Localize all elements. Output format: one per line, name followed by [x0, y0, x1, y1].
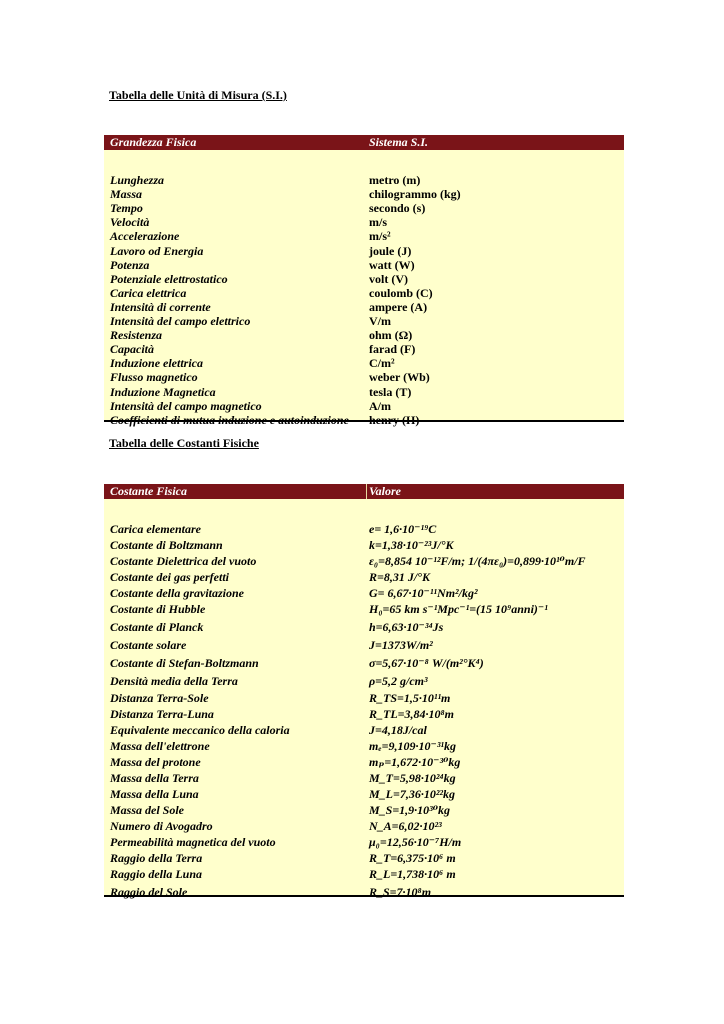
constant-name: Distanza Terra-Luna — [110, 707, 214, 721]
units-header-col2: Sistema S.I. — [369, 135, 429, 149]
quantity-name: Coefficienti di mutua induzione e autoinduzione — [110, 412, 349, 427]
constant-value: ε₀=8,854 10⁻¹²F/m; 1/(4πε₀)=0,899·10¹⁰m/F — [369, 554, 586, 568]
constant-name: Costante di Stefan-Boltzmann — [110, 656, 259, 670]
quantity-name: Lavoro od Energia — [110, 243, 204, 258]
quantity-name: Carica elettrica — [110, 285, 187, 300]
constant-row — [104, 885, 624, 901]
si-unit: secondo (s) — [369, 201, 426, 216]
constant-value: R_L=1,738·10⁶ m — [369, 867, 456, 881]
units-row — [104, 356, 624, 370]
constant-value: σ=5,67·10⁻⁸ W/(m²°K⁴) — [369, 656, 484, 670]
constant-row — [104, 867, 624, 883]
units-row — [104, 328, 624, 342]
units-table-title: Tabella delle Unità di Misura (S.I.) — [109, 88, 287, 102]
constant-name: Massa della Luna — [110, 787, 199, 801]
constants-table — [104, 484, 624, 897]
constant-name: Massa del Sole — [110, 803, 185, 817]
constant-name: Massa del protone — [110, 755, 201, 769]
si-unit: metro (m) — [369, 173, 421, 187]
constant-name: Costante solare — [110, 638, 187, 652]
constant-value: R_S=7·10⁸m — [369, 885, 432, 899]
constant-value: mₚ=1,672·10⁻³⁰kg — [369, 755, 461, 769]
si-unit: weber (Wb) — [369, 370, 430, 385]
constant-value: R=8,31 J/°K — [369, 570, 430, 584]
quantity-name: Flusso magnetico — [110, 370, 198, 385]
constant-name: Raggio del Sole — [110, 885, 188, 899]
constant-row — [104, 707, 624, 723]
si-unit: tesla (T) — [369, 384, 412, 399]
units-row — [104, 286, 624, 300]
constant-row — [104, 803, 624, 819]
constant-name: Costante dei gas perfetti — [110, 570, 229, 584]
si-unit: ampere (A) — [369, 299, 428, 314]
constants-table-title: Tabella delle Costanti Fisiche — [109, 436, 259, 450]
units-row — [104, 342, 624, 356]
units-table-header — [104, 135, 624, 150]
si-unit: watt (W) — [369, 257, 415, 272]
units-row — [104, 173, 624, 187]
constant-value: M_L=7,36·10²²kg — [369, 787, 456, 801]
constant-value: H₀=65 km s⁻¹Mpc⁻¹=(15 10⁹anni)⁻¹ — [369, 602, 548, 616]
quantity-name: Velocità — [110, 215, 150, 230]
quantity-name: Resistenza — [110, 328, 163, 343]
quantity-name: Intensità del campo magnetico — [110, 398, 262, 413]
si-unit: m/s² — [369, 229, 391, 244]
constant-row — [104, 602, 624, 618]
si-unit: coulomb (C) — [369, 285, 433, 300]
constant-value: R_TS=1,5·10¹¹m — [369, 691, 451, 705]
quantity-name: Tempo — [110, 201, 143, 216]
constant-row — [104, 638, 624, 654]
constant-value: h=6,63·10⁻³⁴Js — [369, 620, 444, 634]
units-row — [104, 370, 624, 384]
constant-value: k=1,38·10⁻²³J/°K — [369, 538, 454, 552]
units-table-body — [104, 150, 624, 427]
quantity-name: Induzione Magnetica — [110, 384, 216, 399]
constant-name: Massa dell'elettrone — [110, 739, 210, 753]
units-row — [104, 187, 624, 201]
constant-name: Densità media della Terra — [110, 674, 238, 688]
units-table — [104, 135, 624, 427]
constant-row — [104, 522, 624, 538]
units-row — [104, 399, 624, 413]
constants-header-col1: Costante Fisica — [110, 484, 188, 498]
constant-row — [104, 620, 624, 636]
units-row — [104, 258, 624, 272]
constant-row — [104, 538, 624, 554]
constant-value: M_S=1,9·10³⁰kg — [369, 803, 451, 817]
constant-value: e= 1,6·10⁻¹⁹C — [369, 522, 437, 536]
constant-row — [104, 819, 624, 835]
constants-table-body — [104, 499, 624, 897]
constant-row — [104, 674, 624, 690]
si-unit: ohm (Ω) — [369, 328, 413, 343]
si-unit: A/m — [369, 398, 391, 413]
quantity-name: Intensità del campo elettrico — [110, 314, 251, 328]
units-row — [104, 215, 624, 229]
constant-value: mₑ=9,109·10⁻³¹kg — [369, 739, 457, 753]
constant-value: G= 6,67·10⁻¹¹Nm²/kg² — [369, 586, 478, 600]
quantity-name: Intensità di corrente — [110, 299, 211, 314]
constants-table-header — [104, 484, 624, 499]
si-unit: chilogrammo (kg) — [369, 187, 461, 202]
constant-name: Costante Dielettrica del vuoto — [110, 554, 257, 568]
constant-value: μ₀=12,56·10⁻⁷H/m — [369, 835, 462, 849]
constant-name: Carica elementare — [110, 522, 201, 536]
constant-row — [104, 586, 624, 602]
constant-row — [104, 835, 624, 851]
constant-row — [104, 739, 624, 755]
constant-name: Numero di Avogadro — [110, 819, 213, 833]
quantity-name: Potenziale elettrostatico — [110, 271, 228, 286]
units-row — [104, 413, 624, 427]
units-row — [104, 229, 624, 243]
constant-row — [104, 787, 624, 803]
quantity-name: Lunghezza — [110, 173, 165, 187]
constant-name: Equivalente meccanico della caloria — [110, 723, 290, 737]
units-row — [104, 201, 624, 215]
si-unit: m/s — [369, 215, 387, 230]
constant-row — [104, 851, 624, 867]
quantity-name: Massa — [110, 187, 143, 202]
constant-value: R_TL=3,84·10⁸m — [369, 707, 455, 721]
quantity-name: Induzione elettrica — [110, 356, 204, 371]
constant-row — [104, 570, 624, 586]
units-row — [104, 244, 624, 258]
si-unit: henry (H) — [369, 412, 420, 427]
constant-name: Costante di Planck — [110, 620, 204, 634]
constant-value: J=4,18J/cal — [369, 723, 427, 737]
constant-name: Costante di Boltzmann — [110, 538, 223, 552]
si-unit: V/m — [369, 314, 391, 328]
constant-value: M_T=5,98·10²⁴kg — [369, 771, 456, 785]
constant-row — [104, 771, 624, 787]
constant-name: Raggio della Luna — [110, 867, 203, 881]
units-row — [104, 300, 624, 314]
quantity-name: Potenza — [110, 257, 150, 272]
constant-name: Costante di Hubble — [110, 602, 206, 616]
units-row — [104, 385, 624, 399]
constant-row — [104, 656, 624, 672]
constant-value: J=1373W/m² — [369, 638, 433, 652]
constants-header-col2: Valore — [366, 484, 401, 499]
units-row — [104, 272, 624, 286]
units-header-col1: Grandezza Fisica — [110, 135, 197, 149]
constant-name: Distanza Terra-Sole — [110, 691, 209, 705]
quantity-name: Accelerazione — [110, 229, 180, 244]
units-row — [104, 314, 624, 328]
constant-name: Massa della Terra — [110, 771, 199, 785]
si-unit: joule (J) — [369, 243, 412, 258]
si-unit: C/m² — [369, 356, 395, 371]
constant-name: Costante della gravitazione — [110, 586, 245, 600]
constant-value: ρ=5,2 g/cm³ — [369, 674, 428, 688]
constant-row — [104, 691, 624, 707]
quantity-name: Capacità — [110, 342, 154, 357]
si-unit: farad (F) — [369, 342, 416, 357]
constant-row — [104, 755, 624, 771]
si-unit: volt (V) — [369, 271, 408, 286]
constant-name: Raggio della Terra — [110, 851, 203, 865]
constant-value: R_T=6,375·10⁶ m — [369, 851, 456, 865]
constant-value: N_A=6,02·10²³ — [369, 819, 442, 833]
constant-row — [104, 554, 624, 570]
constant-row — [104, 723, 624, 739]
constant-name: Permeabilità magnetica del vuoto — [110, 835, 276, 849]
